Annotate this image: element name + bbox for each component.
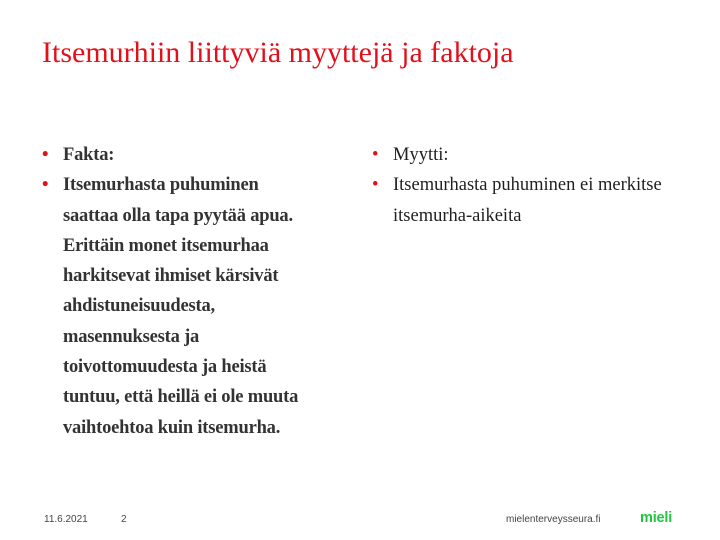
list-item bbox=[42, 140, 302, 170]
bullet-icon: • bbox=[372, 145, 379, 165]
footer-website: mielenterveysseura.fi bbox=[506, 514, 601, 525]
list-item-text: Fakta: bbox=[63, 145, 115, 165]
list-item-text: Myytti: bbox=[393, 145, 449, 165]
slide-title: Itsemurhiin liittyviä myyttejä ja faktoja bbox=[42, 36, 514, 69]
page-number: 2 bbox=[121, 514, 127, 525]
bullet-icon: • bbox=[372, 175, 379, 196]
right-column-list bbox=[372, 140, 662, 231]
bullet-icon: • bbox=[42, 145, 49, 165]
left-column-list bbox=[42, 140, 302, 443]
list-item bbox=[42, 170, 302, 443]
list-item-text: Itsemurhasta puhuminen ei merkitse itsemurha-aikeita bbox=[393, 175, 662, 226]
list-item bbox=[372, 140, 662, 170]
bullet-icon: • bbox=[42, 175, 49, 196]
list-item-text: Itsemurhasta puhuminen saattaa olla tapa pyytää apua. Erittäin monet itsemurhaa harkitsevat ihmiset kärsivät ahdistuneisuudesta, masennuksesta ja toivottomuudesta ja heistä tuntuu, että heillä ei ole muuta vaihtoehtoa kuin itsemurha. bbox=[63, 175, 299, 438]
mieli-logo: mieli bbox=[640, 510, 673, 526]
footer-date: 11.6.2021 bbox=[44, 514, 88, 525]
list-item bbox=[372, 170, 662, 231]
